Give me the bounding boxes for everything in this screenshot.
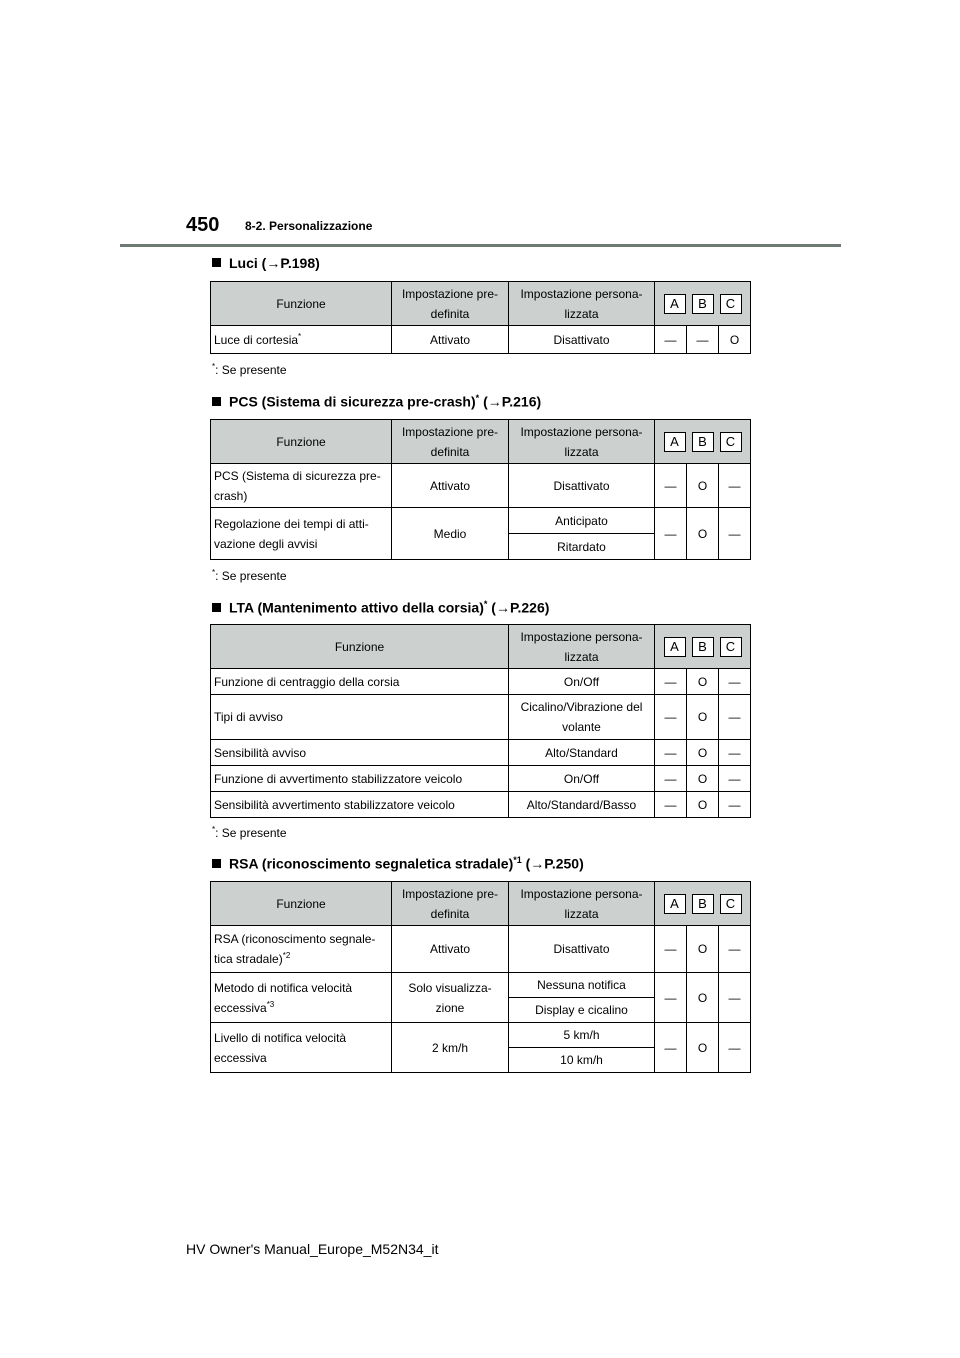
table-row xyxy=(211,973,751,998)
mode-c-cell: — xyxy=(719,792,751,818)
col-personalizzata: Impostazione persona-lizzata xyxy=(509,282,655,326)
mode-a-cell: — xyxy=(655,326,687,354)
mode-c-cell: O xyxy=(719,326,751,354)
predefinita-cell: Attivato xyxy=(392,926,509,973)
lta-heading: LTA (Mantenimento attivo della corsia)* (→P.226) xyxy=(212,599,549,616)
mode-b-badge: B xyxy=(692,432,714,452)
funzione-cell: Tipi di avviso xyxy=(211,695,509,740)
col-predefinita: Impostazione pre-definita xyxy=(392,882,509,926)
mode-a-cell: — xyxy=(655,926,687,973)
funzione-cell: Sensibilità avvertimento stabilizzatore veicolo xyxy=(211,792,509,818)
col-funzione: Funzione xyxy=(211,625,509,669)
mode-a-cell: — xyxy=(655,973,687,1023)
bullet-square-icon xyxy=(212,258,221,267)
predefinita-cell: Attivato xyxy=(392,464,509,508)
mode-a-cell: — xyxy=(655,766,687,792)
table-row xyxy=(211,926,751,973)
mode-c-cell: — xyxy=(719,508,751,560)
mode-a-cell: — xyxy=(655,669,687,695)
funzione-cell: Funzione di avvertimento stabilizzatore veicolo xyxy=(211,766,509,792)
personalizzata-cell: On/Off xyxy=(509,766,655,792)
col-modes xyxy=(655,625,751,669)
mode-a-cell: — xyxy=(655,740,687,766)
funzione-cell: Livello di notifica velocità eccessiva xyxy=(211,1023,392,1073)
funzione-cell: Funzione di centraggio della corsia xyxy=(211,669,509,695)
pcs-table xyxy=(210,419,751,560)
col-modes xyxy=(655,420,751,464)
mode-c-badge: C xyxy=(720,637,742,657)
personalizzata-cell: Alto/Standard xyxy=(509,740,655,766)
personalizzata-cell: On/Off xyxy=(509,669,655,695)
luci-heading xyxy=(212,255,320,271)
mode-a-cell: — xyxy=(655,508,687,560)
personalizzata-cell: Anticipato xyxy=(509,508,655,534)
personalizzata-cell: Disattivato xyxy=(509,464,655,508)
mode-c-badge: C xyxy=(720,294,742,314)
table-header-row xyxy=(211,282,751,326)
table-row xyxy=(211,695,751,740)
predefinita-cell: 2 km/h xyxy=(392,1023,509,1073)
col-modes xyxy=(655,282,751,326)
personalizzata-cell: 10 km/h xyxy=(509,1048,655,1073)
personalizzata-cell: Ritardato xyxy=(509,534,655,560)
table-header-row xyxy=(211,882,751,926)
mode-c-badge: C xyxy=(720,894,742,914)
personalizzata-cell: Cicalino/Vibrazione del volante xyxy=(509,695,655,740)
table-header-row xyxy=(211,625,751,669)
mode-b-cell: O xyxy=(687,792,719,818)
mode-b-cell: O xyxy=(687,508,719,560)
mode-a-badge: A xyxy=(664,637,686,657)
funzione-cell: Sensibilità avviso xyxy=(211,740,509,766)
luci-table xyxy=(210,281,751,354)
col-predefinita: Impostazione pre-definita xyxy=(392,420,509,464)
personalizzata-cell: Disattivato xyxy=(509,326,655,354)
funzione-cell: PCS (Sistema di sicurezza pre-crash) xyxy=(211,464,392,508)
mode-b-cell: O xyxy=(687,1023,719,1073)
mode-b-badge: B xyxy=(692,294,714,314)
predefinita-cell: Attivato xyxy=(392,326,509,354)
mode-a-badge: A xyxy=(664,894,686,914)
col-personalizzata: Impostazione persona-lizzata xyxy=(509,882,655,926)
mode-b-cell: O xyxy=(687,464,719,508)
footnote: *: Se presente xyxy=(212,825,287,840)
mode-c-cell: — xyxy=(719,464,751,508)
mode-a-cell: — xyxy=(655,792,687,818)
pcs-heading: PCS (Sistema di sicurezza pre-crash)* (→P.216) xyxy=(212,393,541,410)
footnote: *: Se presente xyxy=(212,568,287,583)
table-header-row xyxy=(211,420,751,464)
personalizzata-cell: Alto/Standard/Basso xyxy=(509,792,655,818)
table-row xyxy=(211,1023,751,1048)
personalizzata-cell: Disattivato xyxy=(509,926,655,973)
mode-b-cell: O xyxy=(687,926,719,973)
mode-c-cell: — xyxy=(719,669,751,695)
footnote: *: Se presente xyxy=(212,362,287,377)
funzione-cell: RSA (riconoscimento segnale-tica stradale)$^{*2}$ xyxy=(211,926,392,973)
funzione-cell: Metodo di notifica velocità eccessiva$^{*3}$ xyxy=(211,973,392,1023)
luci-title: Luci (→P.198) xyxy=(229,255,320,271)
col-funzione: Funzione xyxy=(211,282,392,326)
bullet-square-icon xyxy=(212,397,221,406)
col-personalizzata: Impostazione persona-lizzata xyxy=(509,625,655,669)
table-row xyxy=(211,740,751,766)
mode-a-cell: — xyxy=(655,464,687,508)
mode-a-cell: — xyxy=(655,1023,687,1073)
personalizzata-cell: 5 km/h xyxy=(509,1023,655,1048)
personalizzata-cell: Nessuna notifica xyxy=(509,973,655,998)
funzione-cell: Luce di cortesia* xyxy=(211,326,392,354)
col-modes xyxy=(655,882,751,926)
mode-c-cell: — xyxy=(719,1023,751,1073)
mode-b-cell: O xyxy=(687,766,719,792)
rsa-table xyxy=(210,881,751,1073)
bullet-square-icon xyxy=(212,859,221,868)
lta-table xyxy=(210,624,751,818)
table-row xyxy=(211,326,751,354)
mode-b-cell: O xyxy=(687,695,719,740)
table-row xyxy=(211,669,751,695)
mode-b-cell: O xyxy=(687,740,719,766)
mode-b-cell: — xyxy=(687,326,719,354)
page-number: 450 xyxy=(186,214,220,236)
table-row xyxy=(211,766,751,792)
col-predefinita: Impostazione pre-definita xyxy=(392,282,509,326)
mode-c-cell: — xyxy=(719,740,751,766)
col-funzione: Funzione xyxy=(211,882,392,926)
table-row xyxy=(211,508,751,534)
mode-c-cell: — xyxy=(719,695,751,740)
mode-a-cell: — xyxy=(655,695,687,740)
mode-b-cell: O xyxy=(687,669,719,695)
mode-a-badge: A xyxy=(664,432,686,452)
bullet-square-icon xyxy=(212,603,221,612)
mode-a-badge: A xyxy=(664,294,686,314)
header-divider xyxy=(120,244,841,247)
section-title: 8-2. Personalizzazione xyxy=(245,219,373,233)
mode-c-badge: C xyxy=(720,432,742,452)
mode-c-cell: — xyxy=(719,973,751,1023)
mode-c-cell: — xyxy=(719,926,751,973)
col-funzione: Funzione xyxy=(211,420,392,464)
predefinita-cell: Solo visualizza-zione xyxy=(392,973,509,1023)
mode-c-cell: — xyxy=(719,766,751,792)
mode-b-badge: B xyxy=(692,894,714,914)
funzione-cell: Regolazione dei tempi di atti-vazione degli avvisi xyxy=(211,508,392,560)
table-row xyxy=(211,464,751,508)
col-personalizzata: Impostazione persona-lizzata xyxy=(509,420,655,464)
footer-doc-id: HV Owner's Manual_Europe_M52N34_it xyxy=(186,1241,439,1257)
mode-b-badge: B xyxy=(692,637,714,657)
predefinita-cell: Medio xyxy=(392,508,509,560)
mode-b-cell: O xyxy=(687,973,719,1023)
table-row xyxy=(211,792,751,818)
personalizzata-cell: Display e cicalino xyxy=(509,998,655,1023)
rsa-heading: RSA (riconoscimento segnaletica stradale)$^{*1}$ (→P.250) xyxy=(212,855,584,872)
